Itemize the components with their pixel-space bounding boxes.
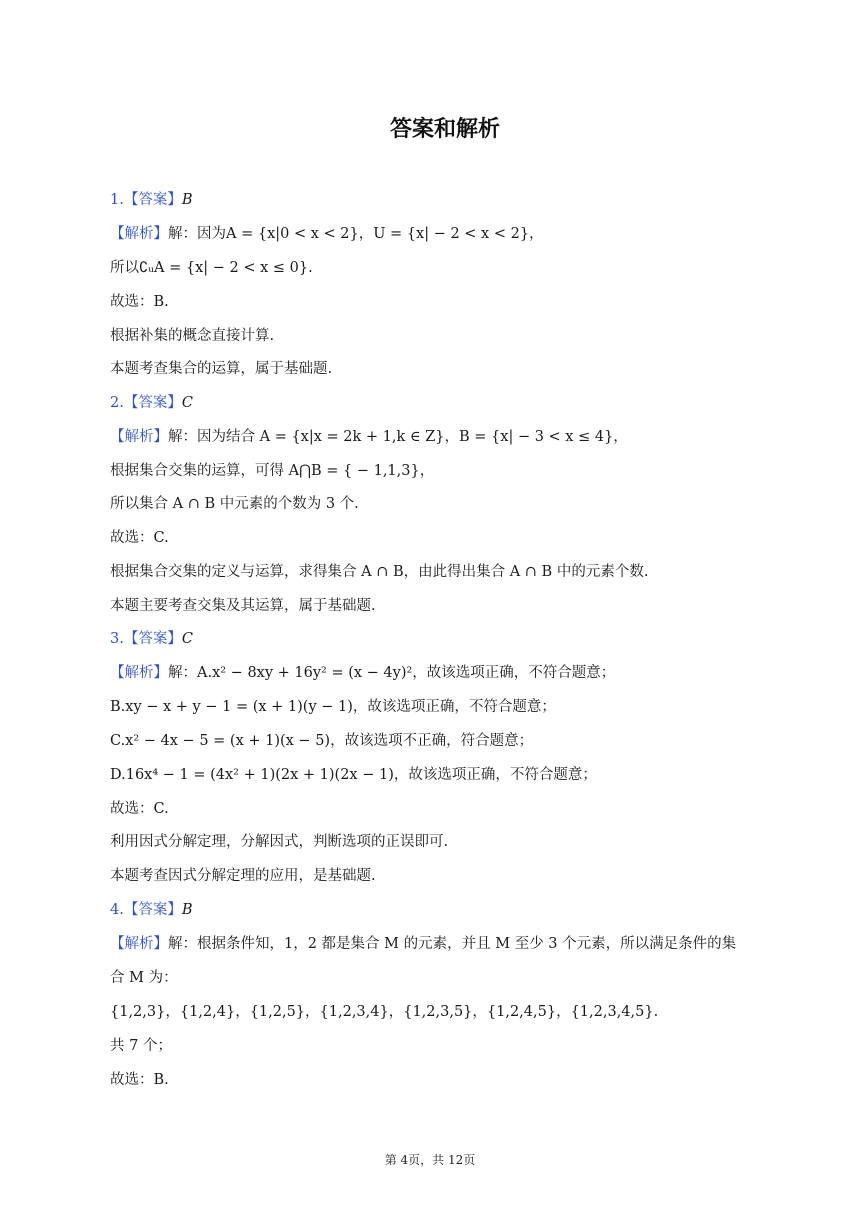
q3-line-2: B.xy − x + y − 1 = (x + 1)(y − 1)，故该选项正确，不符合题意；	[110, 699, 556, 715]
q2-line-4: 故选：C.	[110, 530, 169, 546]
q2-number: 2.	[110, 395, 124, 411]
q2-answer-line	[110, 393, 760, 413]
q2-line-3: 所以集合 A ∩ B 中元素的个数为 3 个.	[110, 496, 359, 512]
q4-line-5: 故选：B.	[110, 1072, 169, 1088]
q4-analysis-tag: 【解析】	[110, 936, 168, 952]
q2-answer-tag: 【答案】	[123, 395, 182, 411]
q1-number: 1.	[110, 192, 124, 208]
q1-analysis-tag: 【解析】	[110, 226, 168, 242]
q3-line-6: 利用因式分解定理，分解因式，判断选项的正误即可.	[110, 834, 449, 850]
q2-line-5: 根据集合交集的定义与运算，求得集合 A ∩ B，由此得出集合 A ∩ B 中的元素个数.	[110, 564, 649, 580]
q1-answer: B	[181, 192, 193, 208]
q4-analysis-text: 解：根据条件知，1，2 都是集合 M 的元素，并且 M 至少 3 个元素，所以满足条件的集	[168, 936, 737, 952]
q2-analysis-text: 解：因为结合 A = {x|x = 2k + 1,k ∈ Z}，B = {x| − 3 < x ≤ 4}，	[168, 429, 628, 445]
q4-answer: B	[181, 902, 193, 918]
q2-line-6: 本题主要考查交集及其运算，属于基础题.	[110, 598, 376, 614]
q2-line-2: 根据集合交集的运算，可得 A⋂B = { − 1,1,3}，	[110, 463, 435, 479]
q4-answer-tag: 【答案】	[123, 902, 182, 918]
page-title: 答案和解析	[389, 117, 500, 142]
q3-line-5: 故选：C.	[110, 801, 169, 817]
q1-analysis-text: 解：因为A = {x|0 < x < 2}，U = {x| − 2 < x < 2}，	[168, 226, 544, 242]
q3-analysis-tag: 【解析】	[110, 665, 168, 681]
q1-line-4: 根据补集的概念直接计算.	[110, 328, 275, 344]
q4-line-3: {1,2,3}，{1,2,4}，{1,2,5}，{1,2,3,4}，{1,2,3,5}，{1,2,4,5}，{1,2,3,4,5}.	[110, 1004, 659, 1020]
q3-line-7: 本题考查因式分解定理的应用，是基础题.	[110, 868, 376, 884]
q1-answer-tag: 【答案】	[123, 192, 182, 208]
q1-line-5: 本题考查集合的运算，属于基础题.	[110, 361, 333, 377]
q4-analysis-line	[110, 934, 760, 954]
q4-answer-line	[110, 900, 760, 920]
q1-line-2: 所以∁ᵤA = {x| − 2 < x ≤ 0}.	[110, 260, 313, 276]
q3-analysis-text: 解：A.x² − 8xy + 16y² = (x − 4y)²，故该选项正确，不符合题意；	[168, 665, 616, 681]
q4-line-2: 合 M 为：	[110, 970, 178, 986]
q2-analysis-tag: 【解析】	[110, 429, 168, 445]
q3-number: 3.	[110, 631, 124, 647]
q3-answer-line	[110, 629, 760, 649]
q1-analysis-line	[110, 224, 760, 244]
q1-answer-line	[110, 190, 760, 210]
q1-line-3: 故选：B.	[110, 294, 169, 310]
q3-answer-tag: 【答案】	[123, 631, 182, 647]
q4-number: 4.	[110, 902, 124, 918]
q2-answer: C	[181, 395, 193, 411]
q3-answer: C	[181, 631, 193, 647]
q3-analysis-line	[110, 663, 760, 683]
page-footer: 第 4页，共 12页	[384, 1153, 476, 1167]
q4-line-4: 共 7 个；	[110, 1038, 172, 1054]
q3-line-4: D.16x⁴ − 1 = (4x² + 1)(2x + 1)(2x − 1)，故该选项正确，不符合题意；	[110, 767, 597, 783]
q3-line-3: C.x² − 4x − 5 = (x + 1)(x − 5)，故该选项不正确，符合题意；	[110, 733, 534, 749]
q2-analysis-line	[110, 427, 760, 447]
